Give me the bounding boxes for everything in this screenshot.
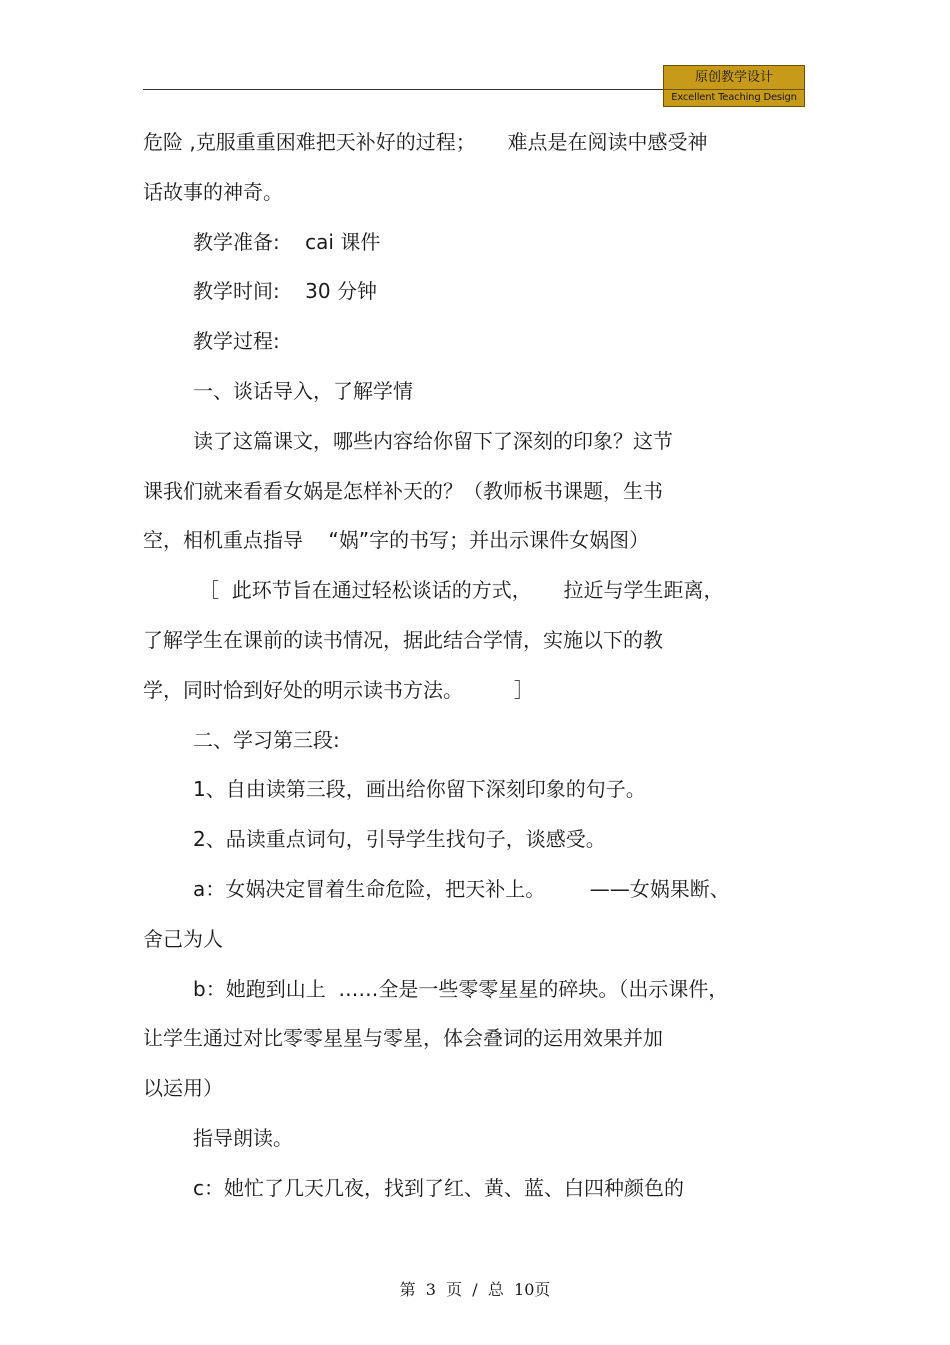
text-line: b：她跑到山上 ……全是一些零零星星的碎块。（出示课件， <box>193 977 729 1001</box>
text-line: 以运用） <box>143 1076 223 1100</box>
text-line: 了解学生在课前的读书情况，据此结合学情，实施以下的教 <box>143 628 663 652</box>
text-line: 学，同时恰到好处的明示读书方法。 ］ <box>143 678 534 702</box>
text-line: 读了这篇课文，哪些内容给你留下了深刻的印象？这节 <box>193 429 673 453</box>
text-line: 话故事的神奇。 <box>143 180 283 204</box>
header-badge <box>663 65 805 107</box>
section-heading: 二、学习第三段: <box>193 728 340 752</box>
badge-title: 原创教学设计 <box>664 66 804 90</box>
text-line: 让学生通过对比零零星星与零星，体会叠词的运用效果并加 <box>143 1026 663 1050</box>
text-line: c：她忙了几天几夜，找到了红、黄、蓝、白四种颜色的 <box>193 1176 684 1200</box>
text-line: ［ 此环节旨在通过轻松谈话的方式， 拉近与学生距离， <box>199 578 724 602</box>
text-line: 空，相机重点指导 “娲”字的书写；并出示课件女娲图） <box>143 528 650 552</box>
text-line: 指导朗读。 <box>193 1126 293 1150</box>
text-line: 舍己为人 <box>143 927 223 951</box>
text-line: 教学时间: 30 分钟 <box>193 279 377 303</box>
text-line: 1、自由读第三段，画出给你留下深刻印象的句子。 <box>193 777 646 801</box>
text-line: 2、品读重点词句，引导学生找句子，谈感受。 <box>193 827 606 851</box>
text-line: 危险 ,克服重重困难把天补好的过程； 难点是在阅读中感受神 <box>143 130 708 154</box>
text-line: a：女娲决定冒着生命危险，把天补上。 ——女娲果断、 <box>193 877 730 901</box>
page-number: 第 3 页 / 总 10页 <box>399 1280 551 1299</box>
section-heading: 一、谈话导入，了解学情 <box>193 379 413 403</box>
text-line: 教学过程: <box>193 329 280 353</box>
text-line: 教学准备: cai 课件 <box>193 230 381 254</box>
badge-subtitle: Excellent Teaching Design <box>671 92 797 103</box>
text-line: 课我们就来看看女娲是怎样补天的？（教师板书课题，生书 <box>143 479 663 503</box>
